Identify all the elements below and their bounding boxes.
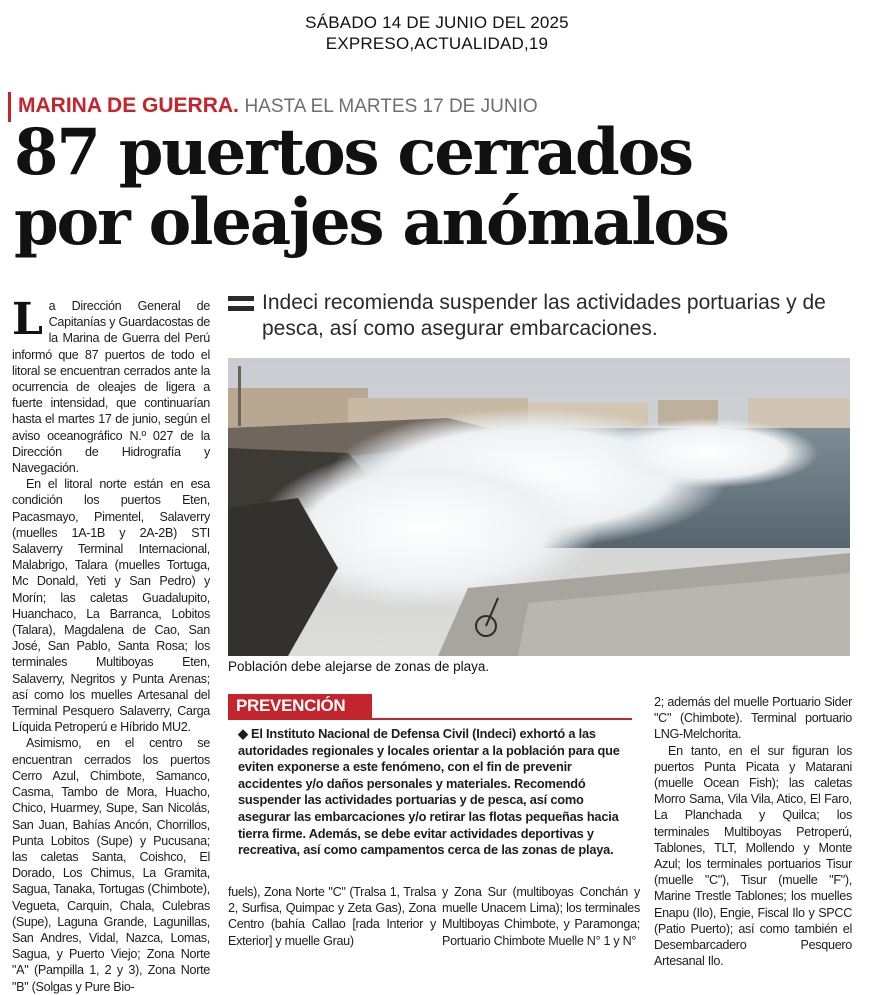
- kicker-subtitle: HASTA EL MARTES 17 DE JUNIO: [244, 96, 538, 117]
- drop-cap: L: [12, 294, 43, 345]
- headline-line-1: 87 puertos cerrados: [14, 115, 692, 190]
- kicker-rule: [8, 92, 11, 122]
- issue-date: SÁBADO 14 DE JUNIO DEL 2025: [305, 13, 569, 32]
- body-column-2: [228, 884, 436, 949]
- prevention-label: PREVENCIÓN: [228, 694, 372, 718]
- body-column-2-text: fuels), Zona Norte "C" (Tralsa 1, Tralsa 2, Surfisa, Quimpac y Zeta Gas), Zona Centro (bahía Callao [rada Interior y Exterior] y muelle Grau): [228, 885, 436, 948]
- subhead: Indeci recomienda suspender las actividades portuarias y de pesca, así como asegurar embarcaciones.: [262, 291, 826, 340]
- subhead-lines-icon: [228, 296, 254, 316]
- publication-section: EXPRESO,ACTUALIDAD,19: [325, 34, 549, 53]
- body-paragraph-2: En el litoral norte están en esa condición los puertos Eten, Pacasmayo, Pimentel, Salaverry (muelles 1A-1B y 2A-2B) STI Salaverry Terminal Internacional, Malabrigo, Talara (muelles Tortuga, Mc Donald, Yeti y San Pedro) y Morín; las caletas Guadalupito, Huanchaco, La Barranca, Lobitos (Talara), Magdalena de Cao, San José, San Pablo, Santa Rosa; los terminales Multiboyas Eten, Salaverry, Negritos y Punta Arenas; así como los muelles Artesanal del Terminal Pesquero Salaverry, Carga Líquida Petroperú e Híbrido MU2.: [12, 477, 210, 735]
- body-column-3-text: y Zona Sur (multiboyas Conchán y muelle Unacem Lima); los terminales Multiboyas Chimbote, y Paramonga; Portuario Chimbote Muelle N° 1 y N°: [442, 885, 640, 948]
- bullet-icon: ◆: [238, 726, 248, 741]
- body-column-4-paragraph-1: 2; además del muelle Portuario Sider "C" (Chimbote). Terminal portuario LNG-Melchorita.: [654, 695, 852, 742]
- body-column-3: [442, 884, 640, 949]
- body-column-4-paragraph-2: En tanto, en el sur figuran los puertos Punta Picata y Matarani (muelle Ocean Fish); las caletas Morro Sama, Vila Vila, Atico, El Faro, La Planchada y Quilca; los terminales Multiboyas Petroperú, Tablones, TLT, Mollendo y Monte Azul; los terminales portuarios Tisur (muelle "C"), Tisur (muelle "F"), Marine Trestle Tablones; los muelles Enapu (Ilo), Engie, Fiscal Ilo y SPCC (Patio Puerto); así como también el Desembarcadero Pesquero Artesanal Ilo.: [654, 743, 852, 969]
- body-paragraph-1: La Dirección General de Capitanías y Guardacostas de la Marina de Guerra del Perú informó que 87 puertos de todo el litoral se encuentran cerrados ante la ocurrencia de oleajes de ligera a fuerte intensidad, que continuarían hasta el martes 17 de junio, según el aviso oceanográfico N.º 027 de la Dirección de Hidrografía y Navegación.: [12, 294, 210, 476]
- kicker-section: MARINA DE GUERRA.: [18, 94, 239, 117]
- headline: [14, 115, 874, 260]
- body-paragraph-3: Asimismo, en el centro se encuentran cerrados los puertos Cerro Azul, Chimbote, Samanco, Casma, Tambo de Mora, Huacho, Chico, Huarmey, Supe, San Nicolás, San Juan, Bahías Ancón, Chorrillos, Punta Lobitos (Supe) y Pucusana; las caletas Santa, Coishco, El Dorado, Los Chimus, La Gramita, Sagua, Tanaka, Tortugas (Chimbote), Vegueta, Carquin, Chala, Culebras (Supe), Laguna Grande, Lagunillas, San Andres, Vidal, Nazca, Lomas, Sagua, y Puerto Viejo; Zona Norte "A" (Pampilla 1, 2 y 3), Zona Norte "B" (Solgas y Pure Bio-: [12, 736, 210, 994]
- body-column-4: [654, 694, 852, 969]
- page-header: [0, 12, 874, 54]
- body-column-1: [12, 294, 210, 995]
- prevention-box: [228, 718, 632, 860]
- news-photo: [228, 358, 850, 656]
- headline-line-2: por oleajes anómalos: [14, 185, 728, 260]
- prevention-text: ◆ El Instituto Nacional de Defensa Civil (Indeci) exhortó a las autoridades regionales y locales orientar a la población para que eviten exponerse a este fenómeno, con el fin de prevenir accidentes y/o daños personales y materiales. Recomendó suspender las actividades portuarias y de pesca, así como asegurar las embarcaciones y/o retirar las flotas pequeñas hacia tierra firme. Además, se debe evitar actividades deportivas y recreativa, así como campamentos cerca de las zonas de playa.: [238, 726, 620, 858]
- photo-caption: Población debe alejarse de zonas de playa.: [228, 659, 490, 674]
